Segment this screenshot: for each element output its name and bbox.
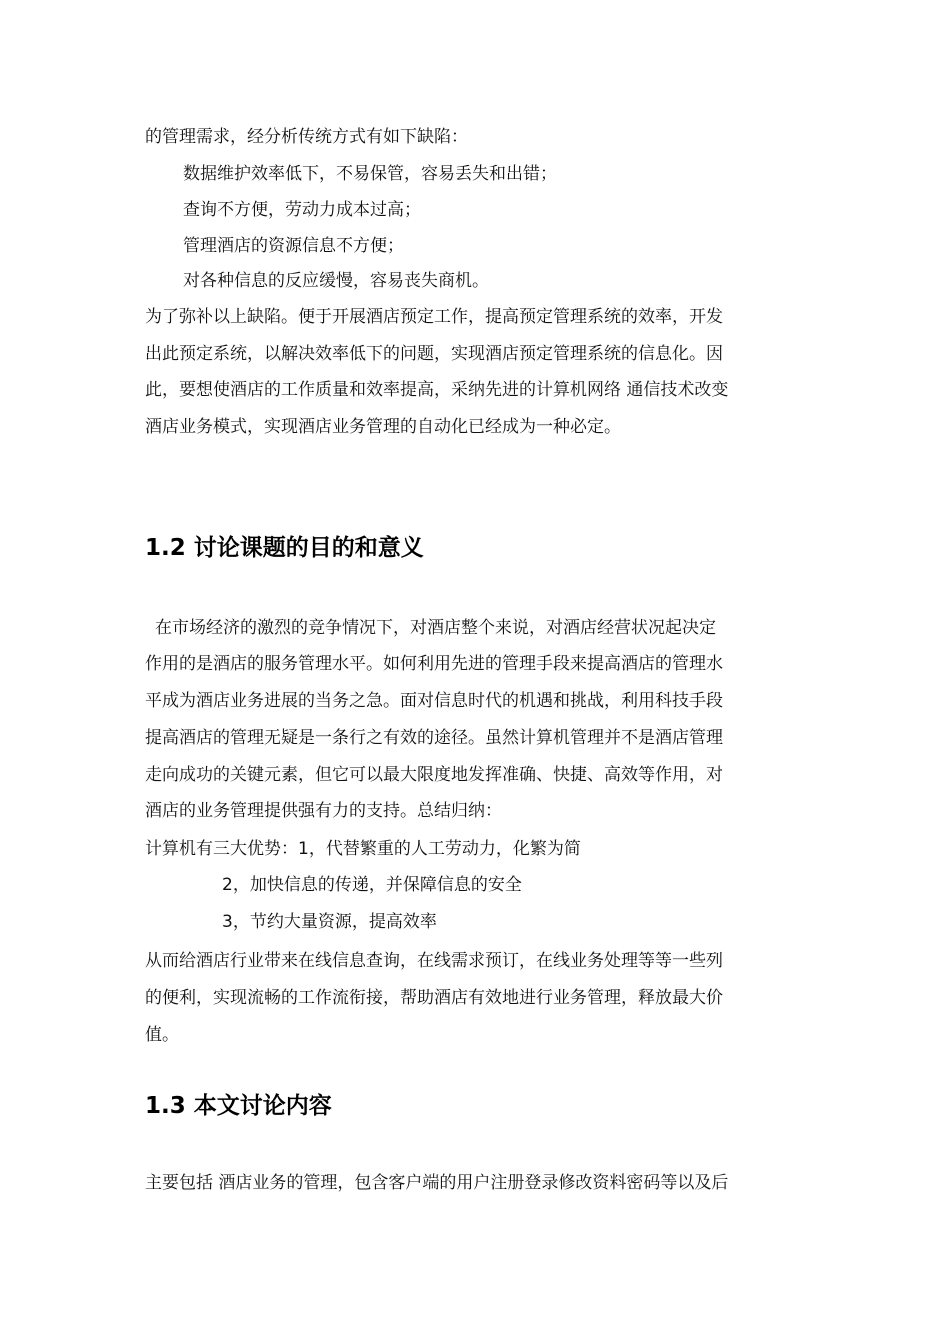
section-1-2-line: 走向成功的关键元素，但它可以最大限度地发挥准确、快捷、高效等作用，对 bbox=[145, 765, 723, 785]
intro-paragraph-line: 出此预定系统，以解决效率低下的问题，实现酒店预定管理系统的信息化。因 bbox=[145, 344, 723, 364]
section-heading-1-3: 1.3 本文讨论内容 bbox=[145, 1093, 332, 1119]
intro-list-item-4: 对各种信息的反应缓慢，容易丧失商机。 bbox=[183, 271, 489, 291]
intro-paragraph-line: 酒店业务模式，实现酒店业务管理的自动化已经成为一种必定。 bbox=[145, 417, 621, 437]
section-1-2-line: 从而给酒店行业带来在线信息查询，在线需求预订，在线业务处理等等一些列 bbox=[145, 951, 723, 971]
section-1-3-line: 主要包括 酒店业务的管理，包含客户端的用户注册登录修改资料密码等以及后 bbox=[145, 1173, 729, 1193]
section-1-2-line: 平成为酒店业务进展的当务之急。面对信息时代的机遇和挑战，利用科技手段 bbox=[145, 691, 723, 711]
intro-list-item-2: 查询不方便，劳动力成本过高； bbox=[183, 200, 421, 220]
section-1-2-line: 值。 bbox=[145, 1025, 179, 1045]
advantages-line: 计算机有三大优势：1，代替繁重的人工劳动力，化繁为简 bbox=[145, 839, 581, 859]
section-1-2-line: 在市场经济的激烈的竞争情况下，对酒店整个来说，对酒店经营状况起决定 bbox=[155, 618, 716, 638]
advantage-item-2: 2，加快信息的传递，并保障信息的安全 bbox=[222, 875, 522, 895]
intro-paragraph-line: 为了弥补以上缺陷。便于开展酒店预定工作，提高预定管理系统的效率，开发 bbox=[145, 307, 723, 327]
section-1-2-line: 提高酒店的管理无疑是一条行之有效的途径。虽然计算机管理并不是酒店管理 bbox=[145, 728, 723, 748]
intro-list-item-3: 管理酒店的资源信息不方便； bbox=[183, 236, 404, 256]
intro-paragraph-line: 此，要想使酒店的工作质量和效率提高，采纳先进的计算机网络 通信技术改变 bbox=[145, 380, 729, 400]
section-1-2-line: 作用的是酒店的服务管理水平。如何利用先进的管理手段来提高酒店的管理水 bbox=[145, 654, 723, 674]
intro-line-1: 的管理需求，经分析传统方式有如下缺陷： bbox=[145, 127, 468, 147]
section-heading-1-2: 1.2 讨论课题的目的和意义 bbox=[145, 535, 424, 561]
intro-list-item-1: 数据维护效率低下，不易保管，容易丢失和出错； bbox=[183, 164, 557, 184]
advantage-item-3: 3，节约大量资源，提高效率 bbox=[222, 912, 437, 932]
section-1-2-line: 酒店的业务管理提供强有力的支持。总结归纳： bbox=[145, 801, 502, 821]
section-1-2-line: 的便利，实现流畅的工作流衔接，帮助酒店有效地进行业务管理，释放最大价 bbox=[145, 988, 723, 1008]
